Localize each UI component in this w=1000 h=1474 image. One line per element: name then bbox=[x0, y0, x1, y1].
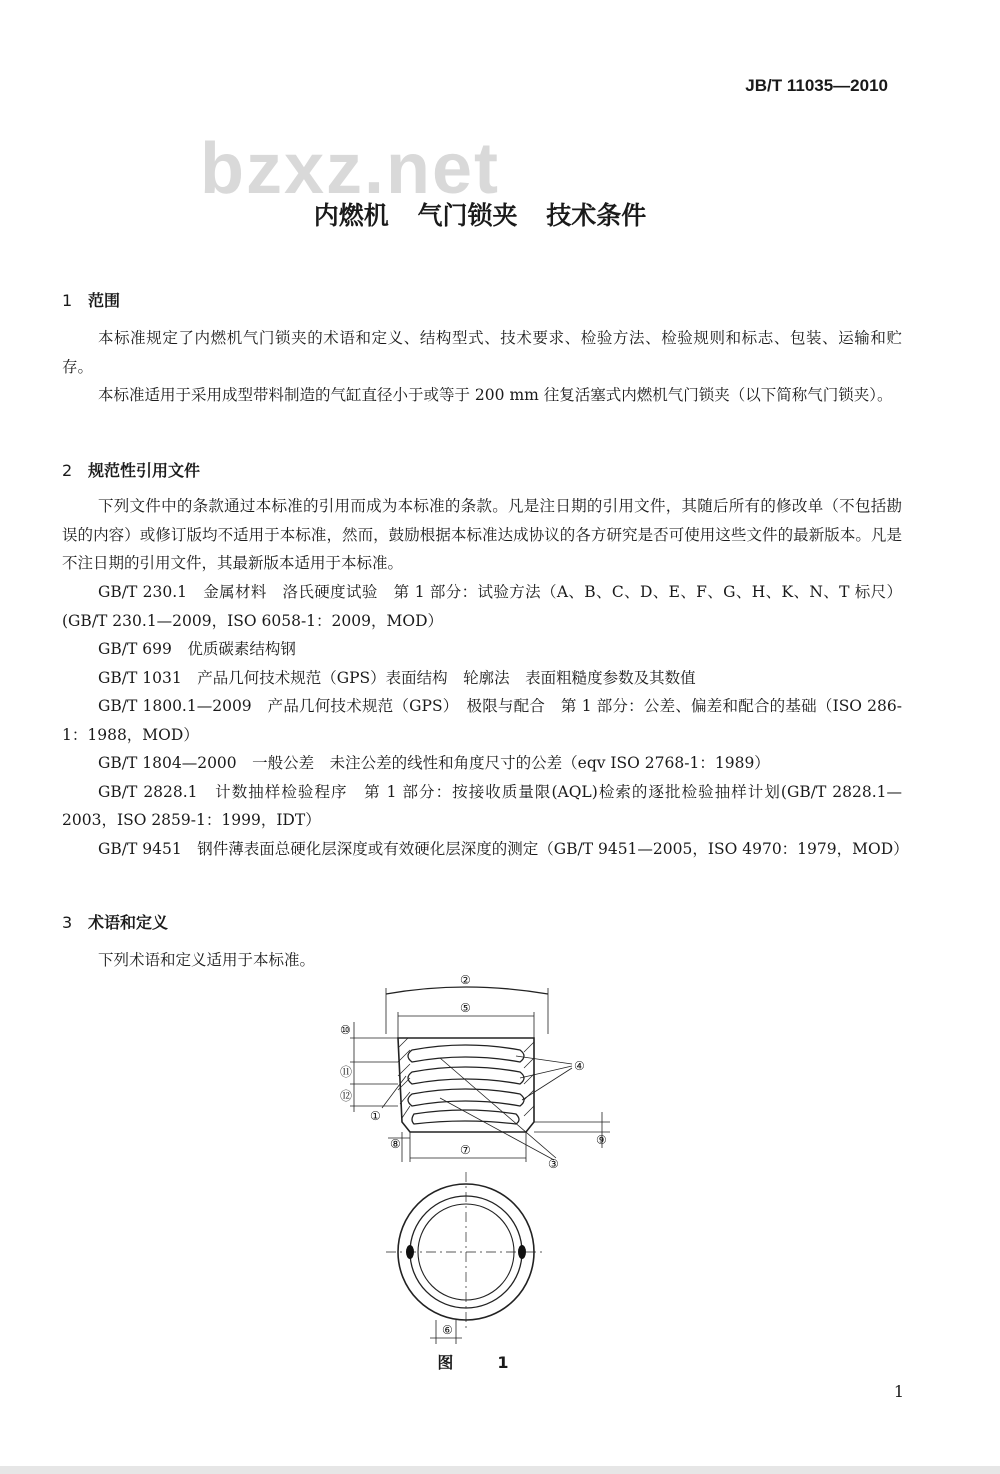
section-title: 范围 bbox=[88, 291, 121, 310]
section-number: 3 bbox=[62, 913, 73, 932]
reference-item: GB/T 1804—2000 一般公差 未注公差的线性和角度尺寸的公差（eqv ISO 2768-1：1989） bbox=[98, 754, 770, 772]
paragraph: 下列术语和定义适用于本标准。 bbox=[98, 951, 316, 969]
reference-item: GB/T 1031 产品几何技术规范（GPS）表面结构 轮廓法 表面粗糙度参数及其数值 bbox=[98, 668, 696, 687]
reference-item: GB/T 230.1 金属材料 洛氏硬度试验 第 1 部分：试验方法（A、B、C、D、E、F、G、H、K、N、T 标尺）(GB/T 230.1—2009，ISO 6058-1：2009，MOD） bbox=[62, 583, 902, 630]
document-code: JB/T 11035—2010 bbox=[745, 76, 888, 95]
figure-label: ③ bbox=[548, 1157, 559, 1171]
watermark: bzxz.net bbox=[200, 129, 501, 209]
slot-mark bbox=[406, 1245, 414, 1259]
section-number: 2 bbox=[62, 461, 73, 480]
slot-mark bbox=[518, 1245, 526, 1259]
title-part: 气门锁夹 bbox=[417, 201, 518, 230]
figure-label: ⑦ bbox=[460, 1143, 471, 1157]
section-body bbox=[62, 946, 902, 975]
figure-label: ⑤ bbox=[460, 1001, 471, 1015]
title-part: 技术条件 bbox=[546, 201, 647, 230]
figure-label: ⑧ bbox=[390, 1137, 401, 1151]
section-heading bbox=[62, 910, 168, 933]
reference-item: GB/T 9451 钢件薄表面总硬化层深度或有效硬化层深度的测定（GB/T 9451—2005，ISO 4970：1979，MOD） bbox=[98, 839, 909, 858]
paragraph: 本标准适用于采用成型带料制造的气缸直径小于或等于 200 mm 往复活塞式内燃机气门锁夹（以下简称气门锁夹）。 bbox=[98, 386, 893, 404]
figure-label: ② bbox=[460, 973, 471, 987]
section-title: 规范性引用文件 bbox=[88, 461, 201, 480]
document-title bbox=[0, 196, 960, 232]
paragraph: 下列文件中的条款通过本标准的引用而成为本标准的条款。凡是注日期的引用文件，其随后所有的修改单（不包括勘误的内容）或修订版均不适用于本标准，然而，鼓励根据本标准达成协议的各方研究是否可使用这些文件的最新版本。凡是不注日期的引用文件，其最新版本适用于本标准。 bbox=[62, 497, 902, 572]
figure-caption: 图 1 bbox=[437, 1353, 523, 1372]
page-number: 1 bbox=[893, 1382, 904, 1401]
paragraph: 本标准规定了内燃机气门锁夹的术语和定义、结构型式、技术要求、检验方法、检验规则和标志、包装、运输和贮存。 bbox=[62, 329, 902, 376]
section-title: 术语和定义 bbox=[88, 913, 169, 932]
section-number: 1 bbox=[62, 291, 73, 310]
figure-label: ⑩ bbox=[340, 1023, 351, 1037]
title-part: 内燃机 bbox=[313, 201, 389, 230]
scan-bottom-edge bbox=[0, 1466, 1000, 1474]
reference-item: GB/T 699 优质碳素结构钢 bbox=[98, 640, 296, 658]
figure-label: ⑨ bbox=[596, 1133, 607, 1147]
figure-label: ④ bbox=[574, 1059, 585, 1073]
valve-cotter-drawing bbox=[340, 972, 620, 1348]
reference-item: GB/T 1800.1—2009 产品几何技术规范（GPS） 极限与配合 第 1 部分：公差、偏差和配合的基础（ISO 286-1：1988，MOD） bbox=[62, 697, 902, 744]
section-heading bbox=[62, 288, 120, 311]
section-heading bbox=[62, 458, 200, 481]
figure-label: ① bbox=[370, 1109, 381, 1123]
figure-label: ⑫ bbox=[340, 1089, 353, 1103]
section-body bbox=[62, 492, 902, 578]
figure-label: ⑪ bbox=[340, 1065, 353, 1079]
reference-list bbox=[62, 578, 909, 863]
section-body bbox=[62, 324, 902, 410]
reference-item: GB/T 2828.1 计数抽样检验程序 第 1 部分：按接收质量限(AQL)检索的逐批检验抽样计划(GB/T 2828.1—2003，ISO 2859-1：1999，IDT） bbox=[62, 782, 902, 829]
figure-label: ⑥ bbox=[442, 1323, 453, 1337]
